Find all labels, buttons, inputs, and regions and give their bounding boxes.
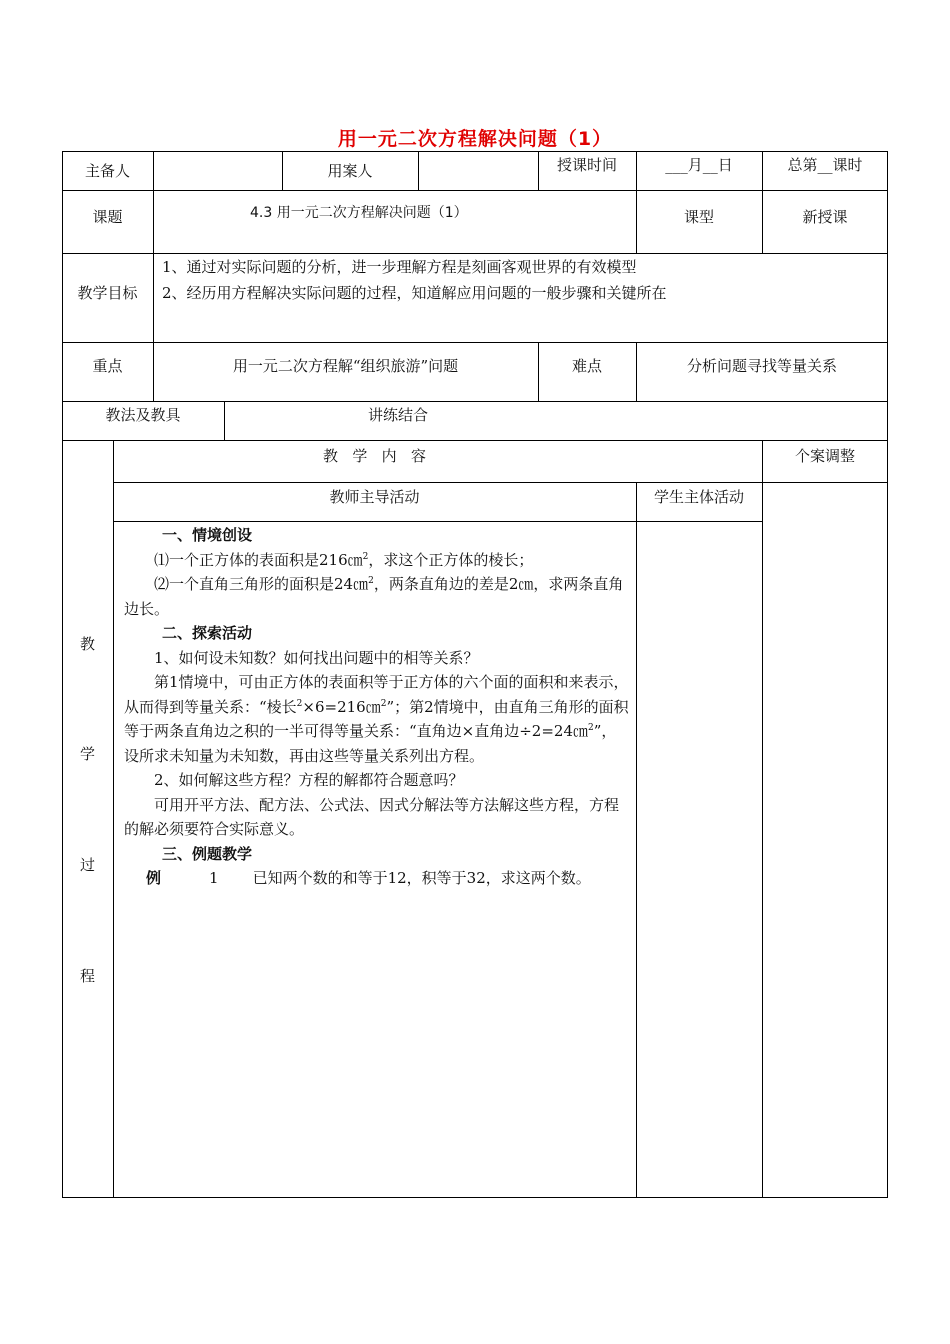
row-divider <box>113 521 762 522</box>
process-side-label: 教 <box>79 635 95 653</box>
process-side-label: 学 <box>79 745 95 763</box>
col-divider <box>636 482 637 1198</box>
adjust-header: 个案调整 <box>794 447 855 465</box>
row-divider <box>62 440 888 441</box>
method-label: 教法及教具 <box>105 406 181 424</box>
preparer-label: 主备人 <box>84 162 130 180</box>
student-header: 学生主体活动 <box>653 488 744 506</box>
content-header: 教 学 内 容 <box>323 447 426 465</box>
key-point-label: 重点 <box>92 357 123 375</box>
col-divider <box>153 190 154 253</box>
row-divider <box>62 401 888 402</box>
lesson-type-value: 新授课 <box>802 208 848 226</box>
process-side-label: 过 <box>79 856 95 874</box>
section-title: 三、例题教学 <box>162 844 253 863</box>
teacher-header: 教师主导活动 <box>329 488 420 506</box>
col-divider <box>762 440 763 1198</box>
date-value: ___月__日 <box>665 156 733 174</box>
content-paragraph: ⑴一个正方体的表面积是216㎝$^2$，求这个正方体的棱长； <box>154 550 534 569</box>
content-paragraph: 1、如何设未知数？如何找出问题中的相等关系？ <box>154 648 479 667</box>
row-divider <box>62 342 888 343</box>
example-paragraph: 例 1 已知两个数的和等于12，积等于32，求这两个数。 <box>146 869 591 887</box>
difficulty-label: 难点 <box>571 357 602 375</box>
section-title: 一、情境创设 <box>162 526 253 544</box>
col-divider <box>153 151 154 190</box>
row-divider <box>113 482 888 483</box>
teacher-content <box>124 523 630 891</box>
content-paragraph: 2、如何解这些方程？方程的解都符合题意吗？ <box>154 771 464 789</box>
goals-label: 教学目标 <box>77 284 138 302</box>
lesson-count: 总第__课时 <box>787 156 863 174</box>
user-label: 用案人 <box>327 162 373 180</box>
col-divider <box>153 253 154 342</box>
goal-item: 1、通过对实际问题的分析，进一步理解方程是刻画客观世界的有效模型 <box>162 258 637 276</box>
col-divider <box>224 401 225 440</box>
content-paragraph: 可用开平方法、配方法、公式法、因式分解法等方法解这些方程，方程的解必须要符合实际意义。 <box>124 795 620 838</box>
date-label: 授课时间 <box>556 156 617 174</box>
content-paragraph: ⑵一个直角三角形的面积是24㎝$^2$，两条直角边的差是2㎝，求两条直角边长。 <box>124 575 624 618</box>
lesson-type-label: 课型 <box>683 208 714 226</box>
topic-value: 4.3 用一元二次方程解决问题（1） <box>250 205 468 221</box>
row-divider <box>62 253 888 254</box>
col-divider <box>418 151 419 190</box>
section-title: 二、探索活动 <box>162 624 253 642</box>
col-divider <box>113 440 114 1198</box>
row-divider <box>62 190 888 191</box>
goal-item: 2、经历用方程解决实际问题的过程，知道解应用问题的一般步骤和关键所在 <box>162 284 667 302</box>
topic-label: 课题 <box>92 208 123 226</box>
method-value: 讲练结合 <box>368 406 429 424</box>
difficulty-value: 分析问题寻找等量关系 <box>686 357 837 375</box>
page-title: 用一元二次方程解决问题（1） <box>337 128 613 150</box>
key-point-value: 用一元二次方程解“组织旅游”问题 <box>232 357 459 375</box>
process-side-label: 程 <box>79 967 95 985</box>
content-paragraph: 第1情境中，可由正方体的表面积等于正方体的六个面的面积和来表示，从而得到等量关系：“棱长$^2$×6=216㎝$^2$”；第2情境中，由直角三角形的面积等于两条直角边之积的一半可得等量关系：“直角边×直角边÷2=24㎝$^2$”，设所求未知量为未知数，再由这些等量关系列出方程。 <box>124 673 629 765</box>
